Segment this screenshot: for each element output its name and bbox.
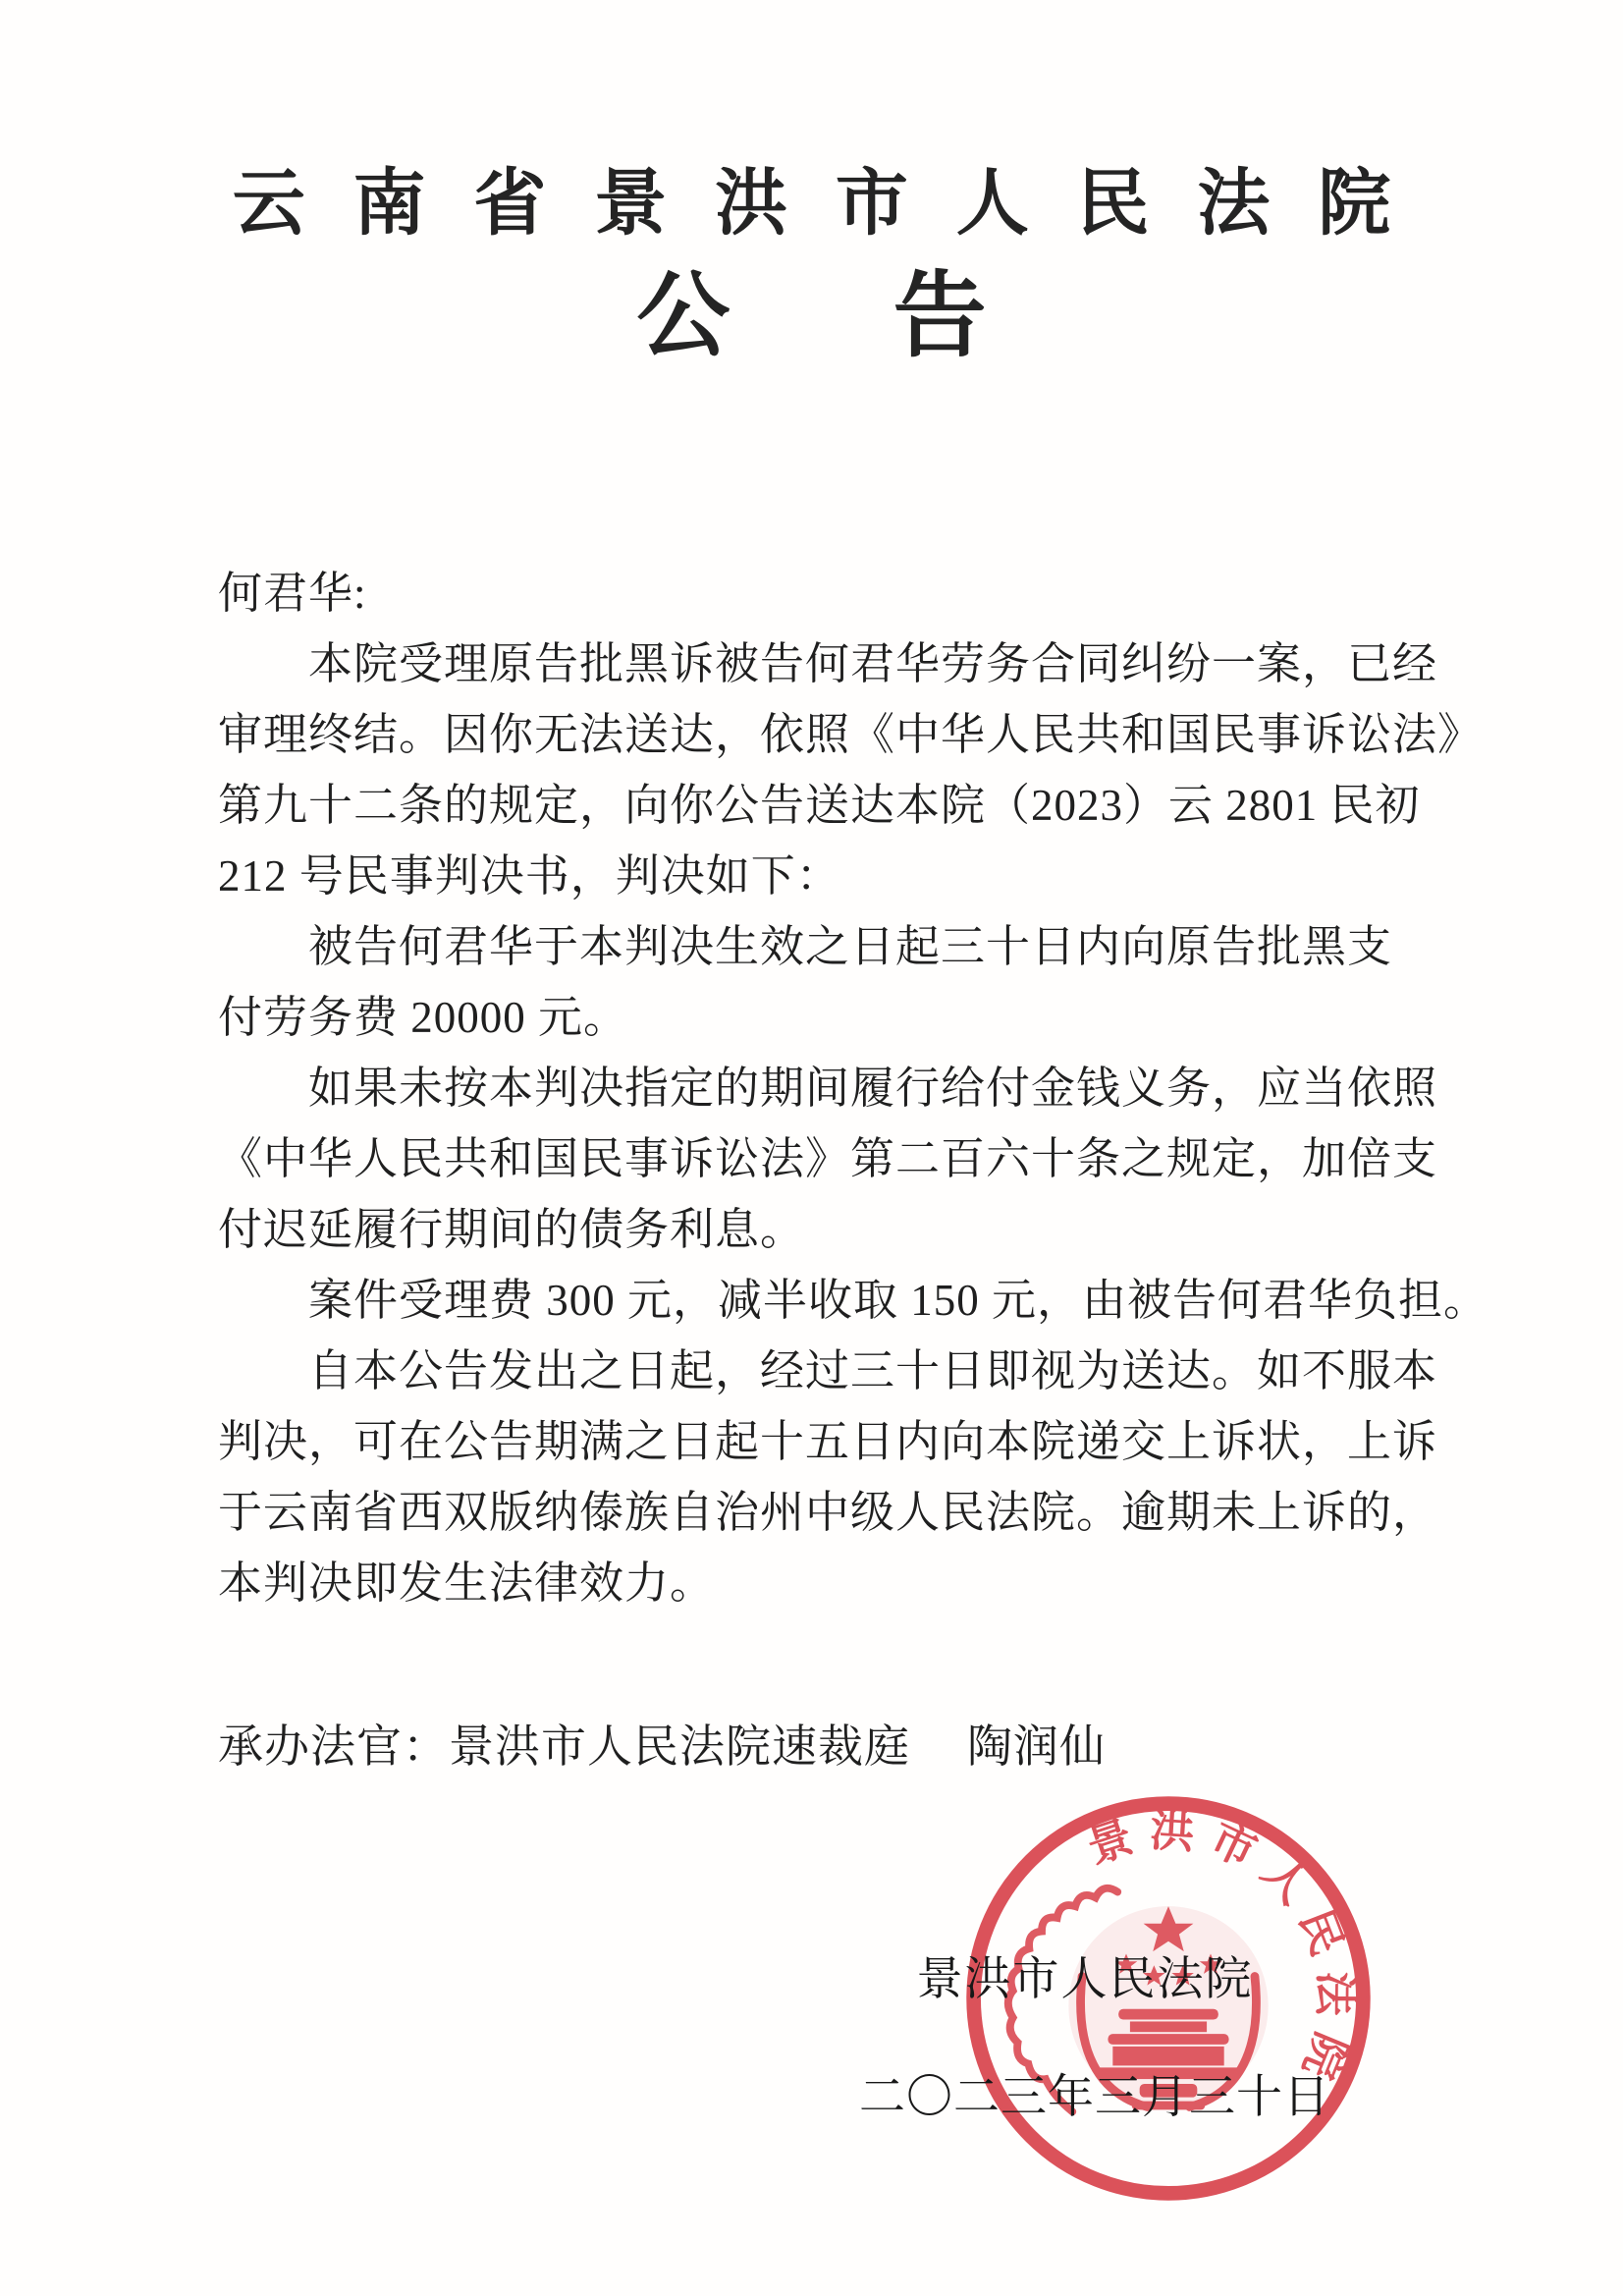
body-line: 212 号民事判决书，判决如下： [218,851,841,901]
judge-court: 景洪市人民法院速裁庭 [449,1722,910,1772]
emblem-tower [1130,2021,1207,2032]
recipient-salutation: 何君华: [218,569,367,618]
body-line: 本判决即发生法律效力。 [218,1558,716,1608]
notice-heading: 公告 [636,264,1150,368]
judge-name: 陶润仙 [967,1722,1106,1772]
notice-body [218,558,1489,1618]
page-title: 云南省景洪市人民法院 [232,164,1439,245]
signing-court-name: 景洪市人民法院 [916,1954,1254,2005]
body-line: 本院受理原告批黑诉被告何君华劳务合同纠纷一案，已经 [308,639,1438,688]
body-line: 于云南省西双版纳傣族自治州中级人民法院。逾期未上诉的， [218,1488,1438,1537]
seal-ring-text: 景洪市人民法院 [1081,1806,1360,2099]
presiding-judge-line [218,1711,1106,1776]
body-line: 判决，可在公告期满之日起十五日内向本院递交上诉状，上诉 [218,1417,1438,1466]
body-line: 审理终结。因你无法送达，依照《中华人民共和国民事诉讼法》 [218,710,1484,759]
body-line: 付劳务费 20000 元。 [218,993,629,1042]
body-line: 案件受理费 300 元，减半收取 150 元，由被告何君华负担。 [308,1276,1489,1325]
body-line: 第九十二条的规定，向你公告送达本院（2023）云 2801 民初 [218,781,1421,830]
notice-date: 二〇二三年三月三十日 [859,2072,1330,2123]
body-line: 付迟延履行期间的债务利息。 [218,1205,806,1254]
emblem-roof [1118,2009,1218,2020]
body-line: 《中华人民共和国民事诉讼法》第二百六十条之规定，加倍支 [218,1134,1438,1183]
body-line: 自本公告发出之日起，经过三十日即视为送达。如不服本 [308,1346,1438,1395]
judge-label: 承办法官： [218,1722,449,1772]
body-line: 如果未按本判决指定的期间履行给付金钱义务，应当依照 [308,1064,1438,1113]
emblem-roof [1108,2034,1228,2045]
body-line: 被告何君华于本判决生效之日起三十日内向原告批黑支 [308,922,1393,971]
